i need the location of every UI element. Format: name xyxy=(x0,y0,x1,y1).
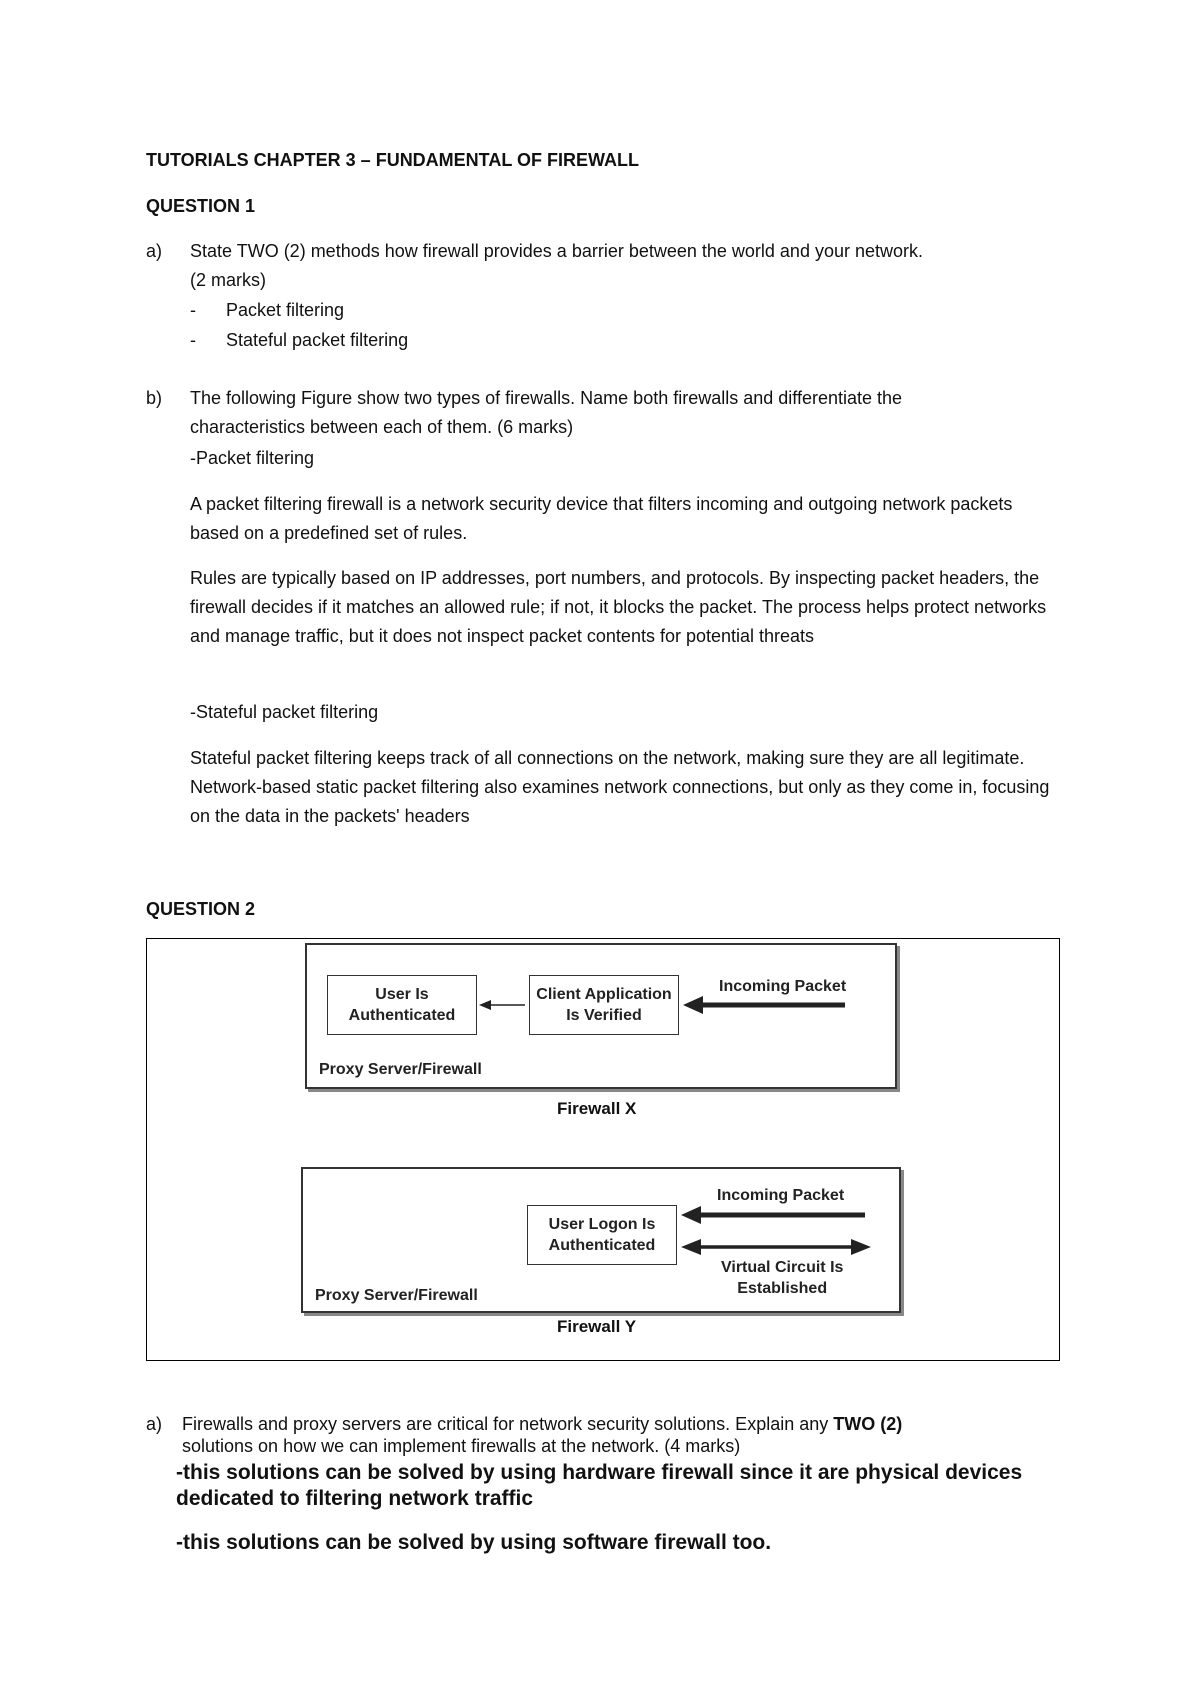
stateful-paragraph: Stateful packet filtering keeps track of all connections on the network, making sure they are all legitimate. Network-based static packet filtering also examines network connections, but only as they come in, focusing on the data in the packets' headers xyxy=(190,748,1050,826)
box-line: User Logon Is xyxy=(548,1216,656,1233)
packet-filtering-heading: -Packet filtering xyxy=(190,448,315,468)
incoming-packet-label: Incoming Packet xyxy=(717,1187,845,1204)
answer-dash: - xyxy=(190,330,196,350)
firewall-y-panel xyxy=(301,1167,901,1313)
proxy-server-label: Proxy Server/Firewall xyxy=(319,1061,482,1078)
document-title: TUTORIALS CHAPTER 3 – FUNDAMENTAL OF FIREWALL xyxy=(146,150,639,170)
q2a-text: Firewalls and proxy servers are critical for network security solutions. Explain any xyxy=(182,1414,834,1434)
q1a-answer-2: Stateful packet filtering xyxy=(226,330,409,350)
q2a-answer-1-line2: dedicated to filtering network traffic xyxy=(176,1487,534,1510)
q2a-bold-text: TWO (2) xyxy=(833,1414,903,1434)
firewall-y-arrows xyxy=(303,1169,903,1315)
label-line: Established xyxy=(737,1280,828,1297)
q1a-question-line1: State TWO (2) methods how firewall provides a barrier between the world and your network. xyxy=(190,241,923,261)
q1a-marker: a) xyxy=(146,241,163,261)
q2a-answer-1-line1: -this solutions can be solved by using hardware firewall since it are physical devices xyxy=(176,1461,1023,1484)
q2a-answer-2: -this solutions can be solved by using software firewall too. xyxy=(176,1531,772,1554)
question-2-heading: QUESTION 2 xyxy=(146,899,256,919)
box-line: Authenticated xyxy=(548,1237,656,1254)
stateful-heading: -Stateful packet filtering xyxy=(190,702,379,722)
box-line: Authenticated xyxy=(348,1007,456,1024)
answer-dash: - xyxy=(190,300,196,320)
arrowhead-left-icon xyxy=(681,1239,701,1255)
q1a-question-line2: (2 marks) xyxy=(190,270,266,290)
arrowhead-right-icon xyxy=(851,1239,871,1255)
packet-filtering-paragraph-2: Rules are typically based on IP addresses, port numbers, and protocols. By inspecting packet headers, the firewall decides if it matches an allowed rule; if not, it blocks the packet. The process helps protect networks and manage traffic, but it does not inspect packet contents for potential threats xyxy=(190,568,1047,646)
firewall-y-caption: Firewall Y xyxy=(557,1317,637,1336)
arrowhead-left-icon xyxy=(681,1206,701,1224)
q1b-marker: b) xyxy=(146,388,163,408)
q2a-marker: a) xyxy=(146,1414,163,1434)
firewall-x-panel xyxy=(305,943,897,1089)
question-1-heading: QUESTION 1 xyxy=(146,196,256,216)
arrowhead-left-icon xyxy=(683,996,703,1014)
q1b-question-line1: The following Figure show two types of firewalls. Name both firewalls and differentiate the xyxy=(190,388,903,408)
q1a-answer-1: Packet filtering xyxy=(226,300,345,320)
incoming-packet-label: Incoming Packet xyxy=(719,978,847,995)
q1b-question-line2: characteristics between each of them. (6 marks) xyxy=(190,417,574,437)
figure-frame xyxy=(146,938,1060,1361)
box-line: Is Verified xyxy=(566,1007,642,1024)
box-line: User Is xyxy=(375,986,429,1003)
q2a-question-line2: solutions on how we can implement firewalls at the network. (4 marks) xyxy=(182,1436,741,1456)
arrowhead-left-icon xyxy=(479,1000,491,1010)
label-line: Virtual Circuit Is xyxy=(721,1259,844,1276)
firewall-x-arrows xyxy=(307,945,899,1091)
firewall-x-caption: Firewall X xyxy=(557,1099,637,1118)
proxy-server-label: Proxy Server/Firewall xyxy=(315,1287,478,1304)
box-line: Client Application xyxy=(536,986,672,1003)
packet-filtering-paragraph-1: A packet filtering firewall is a network security device that filters incoming and outgoing network packets based on a predefined set of rules. xyxy=(190,494,1013,543)
